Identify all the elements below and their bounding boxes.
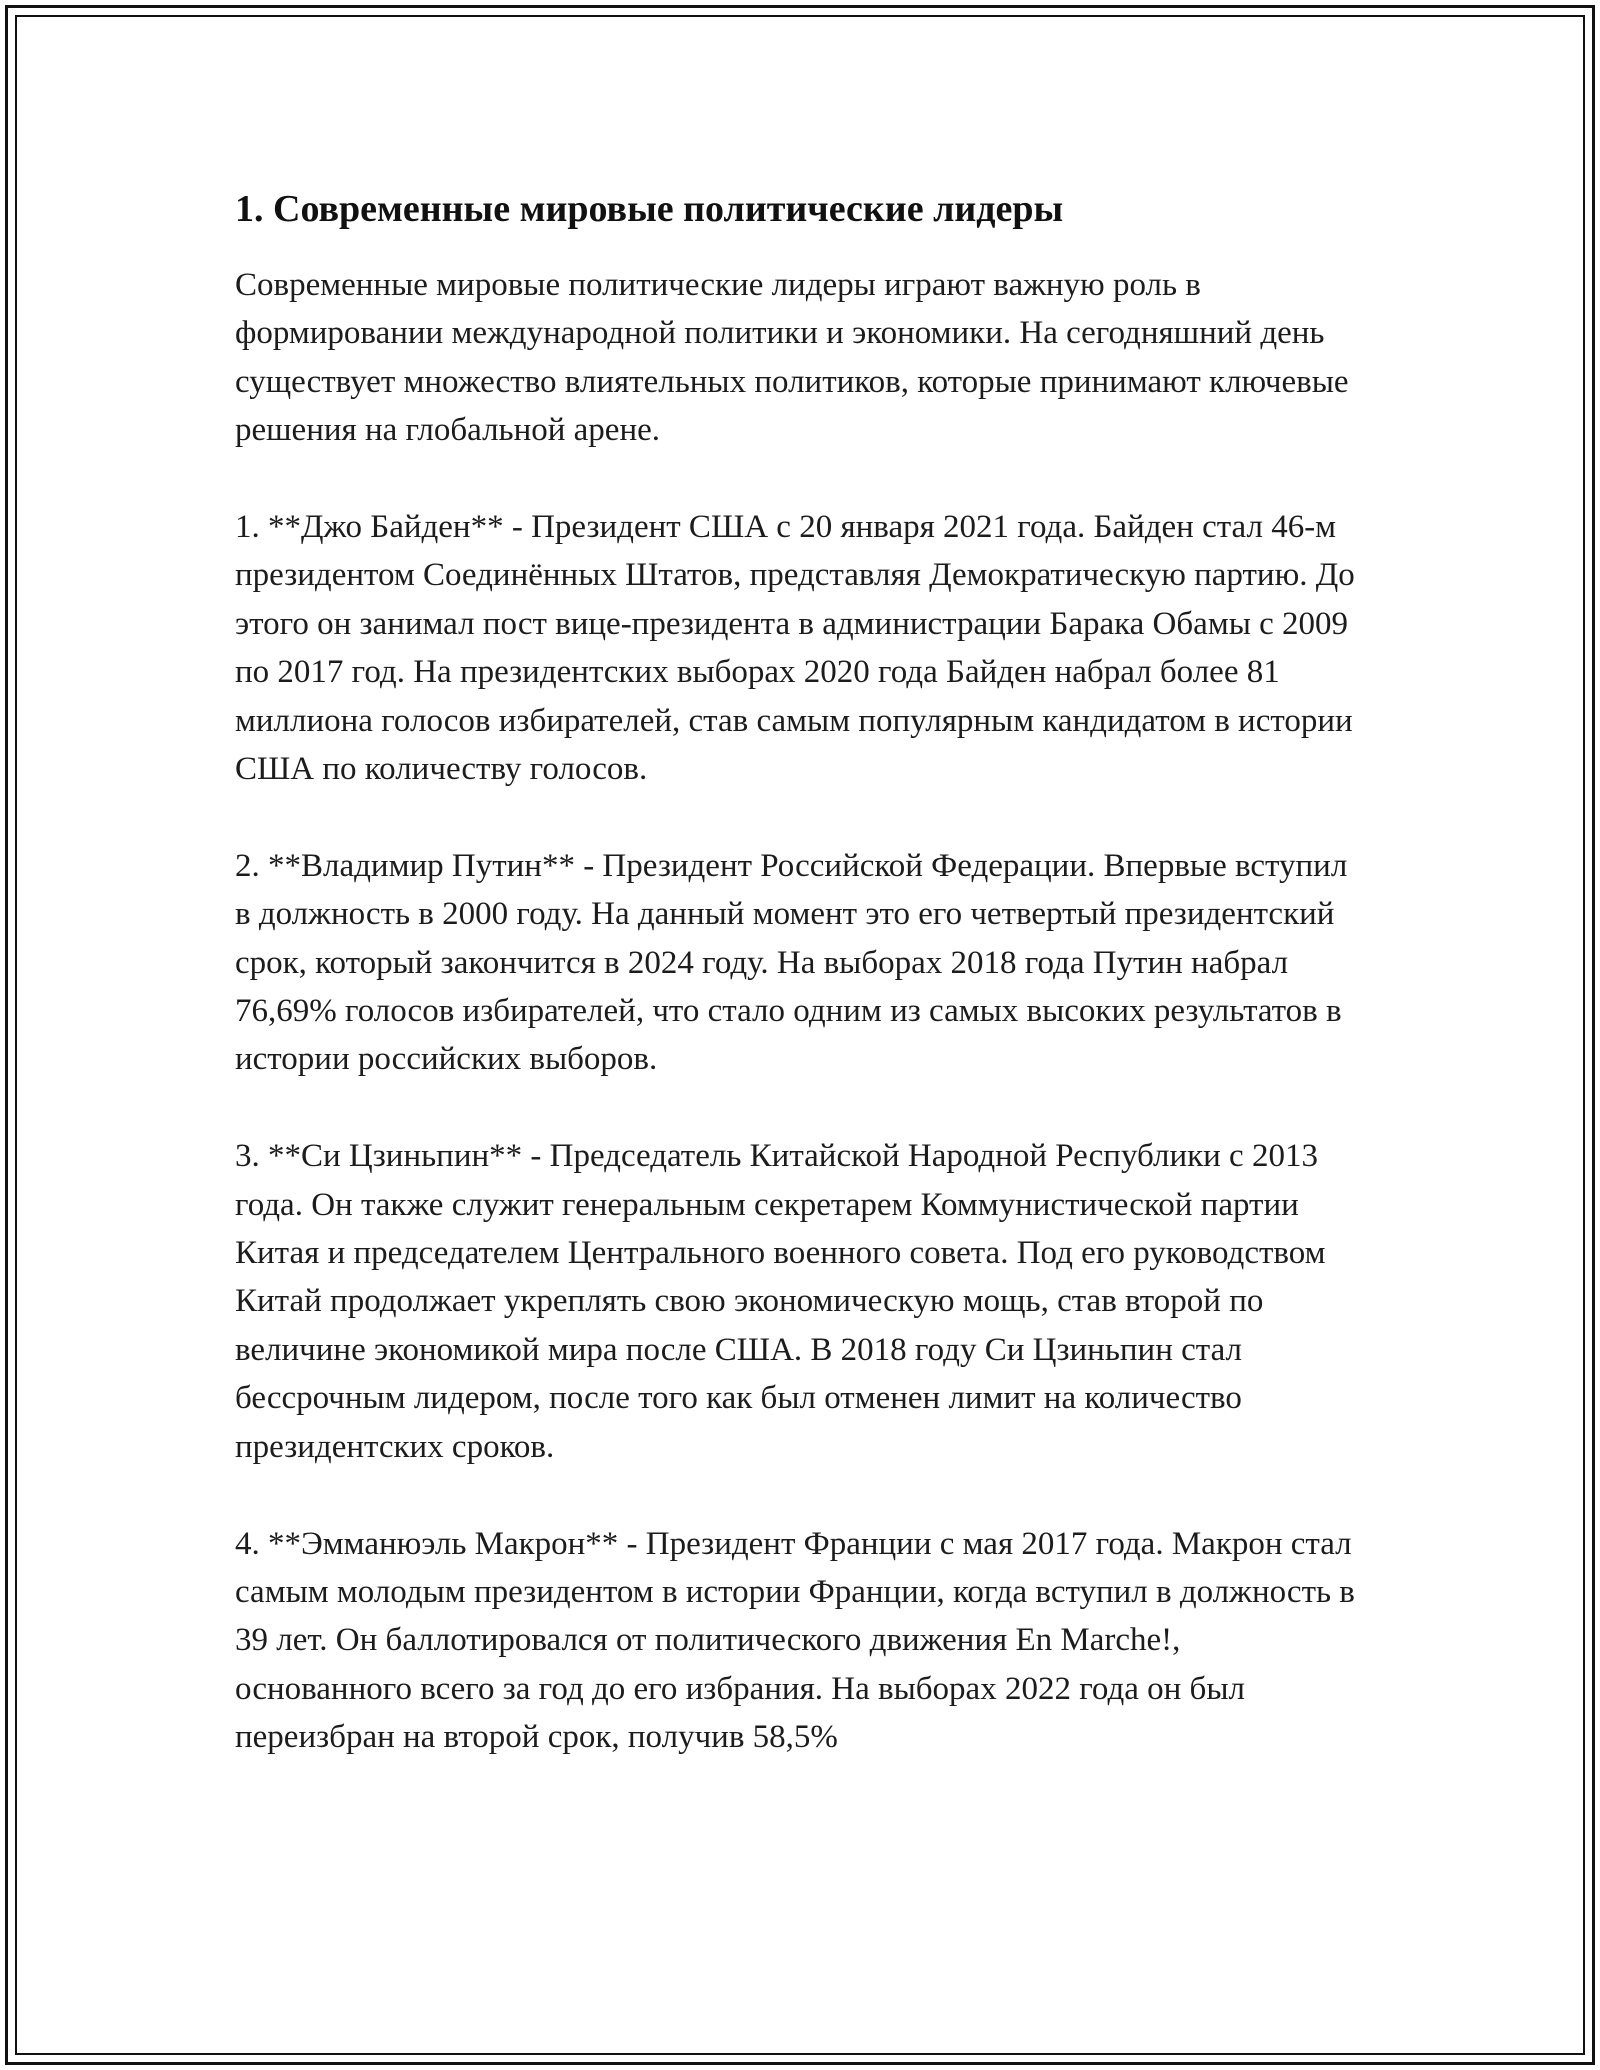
section-heading: 1. Современные мировые политические лидеры [235,188,1064,230]
leader-putin-paragraph: 2. **Владимир Путин** - Президент Российской Федерации. Впервые вступил в должность в 2000 году. На данный момент это его четвертый президентский срок, который закончится в 2024 году. На выборах 2018 года Путин набрал 76,69% голосов избирателей, что стало одним из самых высоких результатов в истории российских выборов. [235,847,1348,1078]
leader-xi-paragraph: 3. **Си Цзиньпин** - Председатель Китайской Народной Республики с 2013 года. Он также служит генеральным секретарем Коммунистической партии Китая и председателем Центрального военного совета. Под его руководством Китай продолжает укреплять свою экономическую мощь, став второй по величине экономикой мира после США. В 2018 году Си Цзиньпин стал бессрочным лидером, после того как был отменен лимит на количество президентских сроков. [235,1138,1326,1465]
leader-macron-paragraph: 4. **Эмманюэль Макрон** - Президент Франции с мая 2017 года. Макрон стал самым молодым президентом в истории Франции, когда вступил в должность в 39 лет. Он баллотировался от политического движения En Marche!, основанного всего за год до его избрания. На выборах 2022 года он был переизбран на второй срок, получив 58,5% [235,1525,1355,1756]
intro-paragraph: Современные мировые политические лидеры играют важную роль в формировании международной политики и экономики. На сегодняшний день существует множество влиятельных политиков, которые принимают ключевые решения на глобальной арене. [235,267,1349,449]
document-body [235,185,1365,1810]
leader-biden-paragraph: 1. **Джо Байден** - Президент США с 20 января 2021 года. Байден стал 46-м президентом Соединённых Штатов, представляя Демократическую партию. До этого он занимал пост вице-президента в администрации Барака Обамы с 2009 по 2017 год. На президентских выборах 2020 года Байден набрал более 81 миллиона голосов избирателей, став самым популярным кандидатом в истории США по количеству голосов. [235,509,1355,788]
